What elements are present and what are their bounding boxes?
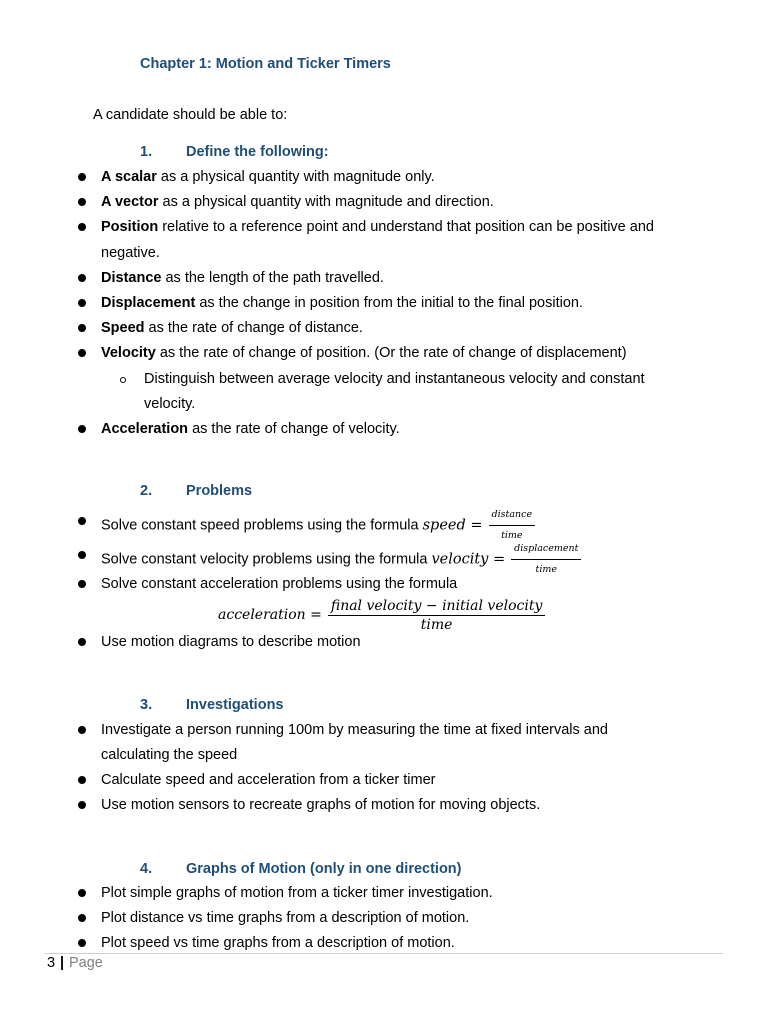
def-position-cont: negative. (101, 245, 160, 261)
def-velocity: Velocity as the rate of change of position. (Or the rate of change of displacement) (101, 345, 627, 361)
bullet-icon (78, 638, 86, 646)
def-position: Position relative to a reference point and understand that position can be positive and (101, 219, 654, 235)
problem-acceleration: Solve constant acceleration problems using the formula (101, 576, 458, 592)
bullet-icon (78, 776, 86, 784)
bullet-icon (78, 914, 86, 922)
bullet-icon (78, 580, 86, 588)
bullet-icon (78, 726, 86, 734)
acceleration-formula: acceleration = $\frac{\text{final velocity − initial velocity}}{\text{time}}$ (218, 598, 545, 633)
graph-distance-time: Plot distance vs time graphs from a description of motion. (101, 910, 470, 926)
bullet-icon (78, 517, 86, 525)
section-1-number: 1. (140, 144, 153, 160)
bullet-icon (78, 223, 86, 231)
section-2-number: 2. (140, 483, 153, 499)
bullet-icon (78, 939, 86, 947)
bullet-icon (78, 349, 86, 357)
def-velocity-sub: Distinguish between average velocity and instantaneous velocity and constant (144, 371, 645, 387)
bullet-icon (78, 173, 86, 181)
intro-text: A candidate should be able to: (93, 107, 288, 123)
def-velocity-sub-cont: velocity. (144, 396, 196, 412)
graph-ticker: Plot simple graphs of motion from a ticker timer investigation. (101, 885, 493, 901)
bullet-icon (78, 324, 86, 332)
bullet-icon (78, 299, 86, 307)
chapter-title: Chapter 1: Motion and Ticker Timers (140, 56, 391, 72)
footer-rule (45, 953, 723, 954)
footer-page-number: 3 (47, 955, 56, 971)
def-displacement: Displacement as the change in position from the initial to the final position. (101, 295, 584, 311)
bullet-icon (78, 198, 86, 206)
section-3-number: 3. (140, 697, 153, 713)
section-3-title: Investigations (186, 697, 284, 713)
investigation-running-cont: calculating the speed (101, 747, 238, 763)
def-speed: Speed as the rate of change of distance. (101, 320, 363, 336)
graph-speed-time: Plot speed vs time graphs from a description of motion. (101, 935, 455, 951)
section-4-number: 4. (140, 861, 153, 877)
problem-motion-diagrams: Use motion diagrams to describe motion (101, 634, 361, 650)
def-acceleration: Acceleration as the rate of change of velocity. (101, 421, 400, 437)
sub-bullet-icon (120, 377, 126, 383)
bullet-icon (78, 425, 86, 433)
section-4-title: Graphs of Motion (only in one direction) (186, 861, 462, 877)
def-distance: Distance as the length of the path travelled. (101, 270, 384, 286)
investigation-sensors: Use motion sensors to recreate graphs of motion for moving objects. (101, 797, 541, 813)
section-1-title: Define the following: (186, 144, 329, 160)
bullet-icon (78, 551, 86, 559)
footer-separator: | (60, 955, 65, 971)
problem-velocity: Solve constant velocity problems using the formula velocity = $\frac{\text{displacement}}{\text{time}}$ (101, 540, 581, 579)
def-vector: A vector as a physical quantity with magnitude and direction. (101, 194, 494, 210)
investigation-running: Investigate a person running 100m by measuring the time at fixed intervals and (101, 722, 608, 738)
bullet-icon (78, 274, 86, 282)
bullet-icon (78, 889, 86, 897)
investigation-ticker: Calculate speed and acceleration from a ticker timer (101, 772, 436, 788)
section-2-title: Problems (186, 483, 253, 499)
problem-speed: Solve constant speed problems using the formula speed = $\frac{\text{distance}}{\text{time}}$ (101, 506, 535, 545)
footer-page-label: Page (69, 955, 103, 971)
def-scalar: A scalar as a physical quantity with magnitude only. (101, 169, 435, 185)
bullet-icon (78, 801, 86, 809)
